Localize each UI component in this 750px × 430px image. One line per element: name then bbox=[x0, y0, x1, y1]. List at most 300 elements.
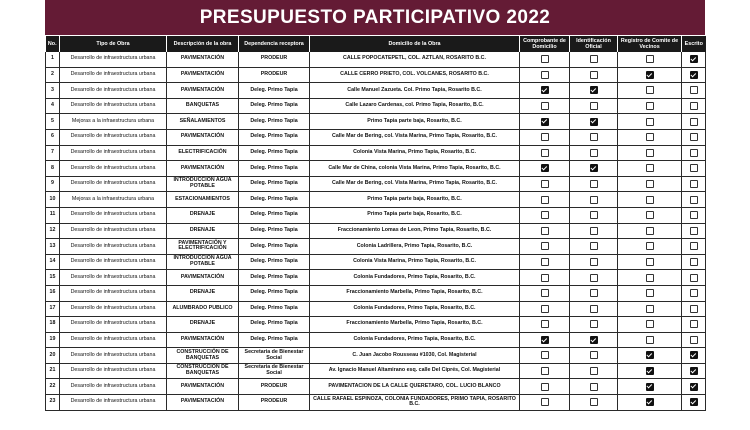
row-number-cell: 13 bbox=[46, 239, 60, 255]
identificacion-cell bbox=[570, 317, 618, 333]
table-row bbox=[46, 114, 706, 130]
registro-cell bbox=[618, 223, 682, 239]
table-row bbox=[46, 317, 706, 333]
tipo-de-obra-cell: Desarrollo de infraestructura urbana bbox=[60, 285, 167, 301]
comprobante-cell bbox=[520, 270, 570, 286]
row-number-cell: 4 bbox=[46, 98, 60, 114]
escrito-checkbox[interactable] bbox=[690, 55, 698, 63]
registro-checkbox[interactable] bbox=[646, 133, 654, 141]
identificacion-cell bbox=[570, 363, 618, 379]
projects-table bbox=[45, 36, 706, 411]
escrito-checkbox[interactable] bbox=[690, 180, 698, 188]
registro-cell bbox=[618, 363, 682, 379]
descripcion-cell: PAVIMENTACIÓN bbox=[167, 395, 239, 411]
dependencia-cell: Deleg. Primo Tapia bbox=[239, 114, 310, 130]
dependencia-cell: Deleg. Primo Tapia bbox=[239, 254, 310, 270]
registro-cell bbox=[618, 395, 682, 411]
identificacion-checkbox[interactable] bbox=[590, 336, 598, 344]
escrito-cell bbox=[682, 52, 706, 67]
registro-checkbox[interactable] bbox=[646, 118, 654, 126]
row-number-cell: 22 bbox=[46, 379, 60, 395]
descripcion-cell: DRENAJE bbox=[167, 317, 239, 333]
table-row bbox=[46, 285, 706, 301]
dependencia-cell: Deleg. Primo Tapia bbox=[239, 270, 310, 286]
domicilio-cell: Primo Tapia parte baja, Rosarito, B.C. bbox=[310, 192, 520, 208]
comprobante-checkbox[interactable] bbox=[541, 351, 549, 359]
tipo-de-obra-cell: Desarrollo de infraestructura urbana bbox=[60, 98, 167, 114]
domicilio-cell: Primo Tapia parte baja, Rosarito, B.C. bbox=[310, 207, 520, 223]
tipo-de-obra-cell: Desarrollo de infraestructura urbana bbox=[60, 254, 167, 270]
dependencia-cell: PRODEUR bbox=[239, 395, 310, 411]
identificacion-checkbox[interactable] bbox=[590, 149, 598, 157]
registro-cell bbox=[618, 379, 682, 395]
registro-checkbox[interactable] bbox=[646, 351, 654, 359]
row-number-cell: 20 bbox=[46, 348, 60, 364]
identificacion-cell bbox=[570, 83, 618, 99]
registro-cell bbox=[618, 348, 682, 364]
escrito-cell bbox=[682, 363, 706, 379]
identificacion-checkbox[interactable] bbox=[590, 258, 598, 266]
registro-checkbox[interactable] bbox=[646, 383, 654, 391]
table-row bbox=[46, 129, 706, 145]
table-row bbox=[46, 395, 706, 411]
identificacion-checkbox[interactable] bbox=[590, 289, 598, 297]
comprobante-checkbox[interactable] bbox=[541, 164, 549, 172]
dependencia-cell: Deleg. Primo Tapia bbox=[239, 176, 310, 192]
descripcion-cell: PAVIMENTACIÓN bbox=[167, 67, 239, 83]
escrito-cell bbox=[682, 395, 706, 411]
comprobante-checkbox[interactable] bbox=[541, 274, 549, 282]
tipo-de-obra-cell: Desarrollo de infraestructura urbana bbox=[60, 207, 167, 223]
registro-cell bbox=[618, 192, 682, 208]
comprobante-checkbox[interactable] bbox=[541, 118, 549, 126]
dependencia-cell: Deleg. Primo Tapia bbox=[239, 301, 310, 317]
domicilio-cell: Fraccionamiento Marbella, Primo Tapia, Rosarito, B.C. bbox=[310, 317, 520, 333]
escrito-checkbox[interactable] bbox=[690, 242, 698, 250]
domicilio-cell: Fraccionamiento Marbella, Primo Tapia, Rosarito, B.C. bbox=[310, 285, 520, 301]
descripcion-cell: ESTACIONAMIENTOS bbox=[167, 192, 239, 208]
escrito-checkbox[interactable] bbox=[690, 227, 698, 235]
registro-cell bbox=[618, 145, 682, 161]
registro-checkbox[interactable] bbox=[646, 367, 654, 375]
domicilio-cell: PAVIMENTACION DE LA CALLE QUERETARO, COL. LUCIO BLANCO bbox=[310, 379, 520, 395]
row-number-cell: 12 bbox=[46, 223, 60, 239]
identificacion-cell bbox=[570, 285, 618, 301]
escrito-cell bbox=[682, 301, 706, 317]
descripcion-cell: PAVIMENTACIÓN Y ELECTRIFICACIÓN bbox=[167, 239, 239, 255]
identificacion-checkbox[interactable] bbox=[590, 196, 598, 204]
comprobante-cell bbox=[520, 254, 570, 270]
tipo-de-obra-cell: Desarrollo de infraestructura urbana bbox=[60, 52, 167, 67]
comprobante-checkbox[interactable] bbox=[541, 180, 549, 188]
escrito-cell bbox=[682, 223, 706, 239]
row-number-cell: 15 bbox=[46, 270, 60, 286]
identificacion-checkbox[interactable] bbox=[590, 242, 598, 250]
escrito-cell bbox=[682, 239, 706, 255]
identificacion-checkbox[interactable] bbox=[590, 383, 598, 391]
header-no: No. bbox=[46, 36, 60, 52]
dependencia-cell: Secretaria de Bienestar Social bbox=[239, 363, 310, 379]
table-row bbox=[46, 192, 706, 208]
comprobante-checkbox[interactable] bbox=[541, 242, 549, 250]
escrito-checkbox[interactable] bbox=[690, 258, 698, 266]
escrito-checkbox[interactable] bbox=[690, 367, 698, 375]
dependencia-cell: Deleg. Primo Tapia bbox=[239, 145, 310, 161]
escrito-cell bbox=[682, 129, 706, 145]
identificacion-checkbox[interactable] bbox=[590, 398, 598, 406]
title-banner bbox=[45, 0, 705, 35]
escrito-cell bbox=[682, 161, 706, 177]
domicilio-cell: Fraccionamiento Lomas de Leon, Primo Tapia, Rosarito, B.C. bbox=[310, 223, 520, 239]
identificacion-checkbox[interactable] bbox=[590, 133, 598, 141]
comprobante-checkbox[interactable] bbox=[541, 86, 549, 94]
comprobante-cell bbox=[520, 176, 570, 192]
registro-cell bbox=[618, 239, 682, 255]
comprobante-cell bbox=[520, 129, 570, 145]
row-number-cell: 23 bbox=[46, 395, 60, 411]
registro-checkbox[interactable] bbox=[646, 196, 654, 204]
tipo-de-obra-cell: Desarrollo de infraestructura urbana bbox=[60, 67, 167, 83]
descripcion-cell: ALUMBRADO PUBLICO bbox=[167, 301, 239, 317]
header-row bbox=[46, 36, 706, 52]
escrito-checkbox[interactable] bbox=[690, 383, 698, 391]
comprobante-checkbox[interactable] bbox=[541, 258, 549, 266]
domicilio-cell: Colonia Fundadores, Primo Tapia, Rosarito, B.C. bbox=[310, 270, 520, 286]
escrito-checkbox[interactable] bbox=[690, 274, 698, 282]
identificacion-checkbox[interactable] bbox=[590, 164, 598, 172]
registro-cell bbox=[618, 98, 682, 114]
comprobante-cell bbox=[520, 301, 570, 317]
header-dependencia: Dependencia receptora bbox=[239, 36, 310, 52]
domicilio-cell: Av. Ignacio Manuel Altamirano esq. calle Del Ciprés, Col. Magisterial bbox=[310, 363, 520, 379]
dependencia-cell: PRODEUR bbox=[239, 67, 310, 83]
escrito-checkbox[interactable] bbox=[690, 71, 698, 79]
escrito-checkbox[interactable] bbox=[690, 86, 698, 94]
registro-checkbox[interactable] bbox=[646, 211, 654, 219]
comprobante-checkbox[interactable] bbox=[541, 320, 549, 328]
row-number-cell: 7 bbox=[46, 145, 60, 161]
table-row bbox=[46, 254, 706, 270]
tipo-de-obra-cell: Desarrollo de infraestructura urbana bbox=[60, 239, 167, 255]
domicilio-cell: Colonia Fundadores, Primo Tapia, Rosarito, B.C. bbox=[310, 301, 520, 317]
identificacion-cell bbox=[570, 129, 618, 145]
dependencia-cell: Deleg. Primo Tapia bbox=[239, 239, 310, 255]
identificacion-cell bbox=[570, 207, 618, 223]
comprobante-checkbox[interactable] bbox=[541, 383, 549, 391]
registro-checkbox[interactable] bbox=[646, 258, 654, 266]
page-title: PRESUPUESTO PARTICIPATIVO 2022 bbox=[199, 6, 551, 28]
identificacion-cell bbox=[570, 395, 618, 411]
descripcion-cell: PAVIMENTACIÓN bbox=[167, 332, 239, 348]
registro-checkbox[interactable] bbox=[646, 149, 654, 157]
identificacion-cell bbox=[570, 192, 618, 208]
identificacion-cell bbox=[570, 301, 618, 317]
table-row bbox=[46, 332, 706, 348]
identificacion-checkbox[interactable] bbox=[590, 118, 598, 126]
identificacion-cell bbox=[570, 270, 618, 286]
identificacion-cell bbox=[570, 98, 618, 114]
escrito-checkbox[interactable] bbox=[690, 149, 698, 157]
escrito-cell bbox=[682, 332, 706, 348]
escrito-cell bbox=[682, 67, 706, 83]
comprobante-checkbox[interactable] bbox=[541, 289, 549, 297]
identificacion-cell bbox=[570, 161, 618, 177]
registro-cell bbox=[618, 207, 682, 223]
escrito-cell bbox=[682, 176, 706, 192]
domicilio-cell: CALLE CERRO PRIETO, COL. VOLCANES, ROSARITO B.C. bbox=[310, 67, 520, 83]
escrito-checkbox[interactable] bbox=[690, 289, 698, 297]
escrito-cell bbox=[682, 348, 706, 364]
identificacion-checkbox[interactable] bbox=[590, 305, 598, 313]
table-row bbox=[46, 145, 706, 161]
header-registro: Registro de Comite de Vecinos bbox=[618, 36, 682, 52]
row-number-cell: 9 bbox=[46, 176, 60, 192]
registro-checkbox[interactable] bbox=[646, 320, 654, 328]
identificacion-cell bbox=[570, 176, 618, 192]
escrito-checkbox[interactable] bbox=[690, 305, 698, 313]
registro-cell bbox=[618, 83, 682, 99]
row-number-cell: 17 bbox=[46, 301, 60, 317]
descripcion-cell: PAVIMENTACIÓN bbox=[167, 270, 239, 286]
comprobante-checkbox[interactable] bbox=[541, 102, 549, 110]
descripcion-cell: INTRODUCCIÓN AGUA POTABLE bbox=[167, 176, 239, 192]
descripcion-cell: BANQUETAS bbox=[167, 98, 239, 114]
escrito-cell bbox=[682, 254, 706, 270]
table-row bbox=[46, 239, 706, 255]
header-comprobante: Comprobante de Domicilio bbox=[520, 36, 570, 52]
tipo-de-obra-cell: Desarrollo de infraestructura urbana bbox=[60, 83, 167, 99]
dependencia-cell: Deleg. Primo Tapia bbox=[239, 285, 310, 301]
identificacion-cell bbox=[570, 145, 618, 161]
row-number-cell: 6 bbox=[46, 129, 60, 145]
row-number-cell: 19 bbox=[46, 332, 60, 348]
identificacion-cell bbox=[570, 254, 618, 270]
escrito-cell bbox=[682, 83, 706, 99]
escrito-checkbox[interactable] bbox=[690, 133, 698, 141]
tipo-de-obra-cell: Desarrollo de infraestructura urbana bbox=[60, 363, 167, 379]
identificacion-checkbox[interactable] bbox=[590, 274, 598, 282]
registro-checkbox[interactable] bbox=[646, 55, 654, 63]
identificacion-checkbox[interactable] bbox=[590, 227, 598, 235]
escrito-checkbox[interactable] bbox=[690, 351, 698, 359]
domicilio-cell: CALLE POPOCATEPETL, COL. AZTLAN, ROSARITO B.C. bbox=[310, 52, 520, 67]
row-number-cell: 11 bbox=[46, 207, 60, 223]
escrito-cell bbox=[682, 207, 706, 223]
descripcion-cell: PAVIMENTACIÓN bbox=[167, 52, 239, 67]
comprobante-checkbox[interactable] bbox=[541, 305, 549, 313]
descripcion-cell: SEÑALAMIENTOS bbox=[167, 114, 239, 130]
registro-cell bbox=[618, 285, 682, 301]
domicilio-cell: Colonia Vista Marina, Primo Tapia, Rosarito, B.C. bbox=[310, 145, 520, 161]
comprobante-checkbox[interactable] bbox=[541, 398, 549, 406]
registro-cell bbox=[618, 301, 682, 317]
registro-cell bbox=[618, 114, 682, 130]
registro-cell bbox=[618, 67, 682, 83]
row-number-cell: 5 bbox=[46, 114, 60, 130]
escrito-cell bbox=[682, 270, 706, 286]
table-row bbox=[46, 52, 706, 67]
row-number-cell: 1 bbox=[46, 52, 60, 67]
domicilio-cell: CALLE RAFAEL ESPINOZA, COLONIA FUNDADORES, PRIMO TAPIA, ROSARITO B.C. bbox=[310, 395, 520, 411]
comprobante-cell bbox=[520, 379, 570, 395]
comprobante-checkbox[interactable] bbox=[541, 149, 549, 157]
escrito-checkbox[interactable] bbox=[690, 102, 698, 110]
domicilio-cell: Primo Tapia parte baja, Rosarito, B.C. bbox=[310, 114, 520, 130]
identificacion-cell bbox=[570, 332, 618, 348]
tipo-de-obra-cell: Desarrollo de infraestructura urbana bbox=[60, 145, 167, 161]
descripcion-cell: PAVIMENTACIÓN bbox=[167, 379, 239, 395]
table-row bbox=[46, 301, 706, 317]
identificacion-checkbox[interactable] bbox=[590, 86, 598, 94]
registro-checkbox[interactable] bbox=[646, 242, 654, 250]
row-number-cell: 8 bbox=[46, 161, 60, 177]
dependencia-cell: PRODEUR bbox=[239, 52, 310, 67]
comprobante-cell bbox=[520, 395, 570, 411]
domicilio-cell: Calle Mar de Bering, col. Vista Marina, Primo Tapia, Rosarito, B.C. bbox=[310, 129, 520, 145]
tipo-de-obra-cell: Desarrollo de infraestructura urbana bbox=[60, 317, 167, 333]
identificacion-checkbox[interactable] bbox=[590, 180, 598, 188]
row-number-cell: 14 bbox=[46, 254, 60, 270]
descripcion-cell: PAVIMENTACIÓN bbox=[167, 83, 239, 99]
descripcion-cell: PAVIMENTACIÓN bbox=[167, 129, 239, 145]
escrito-cell bbox=[682, 285, 706, 301]
registro-cell bbox=[618, 52, 682, 67]
escrito-checkbox[interactable] bbox=[690, 320, 698, 328]
escrito-checkbox[interactable] bbox=[690, 398, 698, 406]
comprobante-cell bbox=[520, 145, 570, 161]
escrito-checkbox[interactable] bbox=[690, 118, 698, 126]
table-row bbox=[46, 161, 706, 177]
registro-checkbox[interactable] bbox=[646, 102, 654, 110]
tipo-de-obra-cell: Desarrollo de infraestructura urbana bbox=[60, 161, 167, 177]
identificacion-cell bbox=[570, 348, 618, 364]
identificacion-checkbox[interactable] bbox=[590, 351, 598, 359]
comprobante-checkbox[interactable] bbox=[541, 71, 549, 79]
tipo-de-obra-cell: Desarrollo de infraestructura urbana bbox=[60, 223, 167, 239]
comprobante-checkbox[interactable] bbox=[541, 227, 549, 235]
comprobante-cell bbox=[520, 317, 570, 333]
dependencia-cell: Deleg. Primo Tapia bbox=[239, 207, 310, 223]
domicilio-cell: Calle Lazaro Cardenas, col. Primo Tapia, Rosarito, B.C. bbox=[310, 98, 520, 114]
registro-checkbox[interactable] bbox=[646, 164, 654, 172]
row-number-cell: 10 bbox=[46, 192, 60, 208]
comprobante-checkbox[interactable] bbox=[541, 336, 549, 344]
dependencia-cell: Deleg. Primo Tapia bbox=[239, 98, 310, 114]
tipo-de-obra-cell: Desarrollo de infraestructura urbana bbox=[60, 348, 167, 364]
registro-cell bbox=[618, 317, 682, 333]
registro-checkbox[interactable] bbox=[646, 86, 654, 94]
identificacion-checkbox[interactable] bbox=[590, 102, 598, 110]
comprobante-cell bbox=[520, 348, 570, 364]
header-descripcion: Descripción de la obra bbox=[167, 36, 239, 52]
registro-checkbox[interactable] bbox=[646, 305, 654, 313]
descripcion-cell: DRENAJE bbox=[167, 207, 239, 223]
table-row bbox=[46, 363, 706, 379]
dependencia-cell: Deleg. Primo Tapia bbox=[239, 223, 310, 239]
escrito-checkbox[interactable] bbox=[690, 196, 698, 204]
comprobante-cell bbox=[520, 161, 570, 177]
registro-checkbox[interactable] bbox=[646, 336, 654, 344]
dependencia-cell: Secretaria de Bienestar Social bbox=[239, 348, 310, 364]
comprobante-cell bbox=[520, 114, 570, 130]
registro-checkbox[interactable] bbox=[646, 71, 654, 79]
dependencia-cell: Deleg. Primo Tapia bbox=[239, 317, 310, 333]
comprobante-cell bbox=[520, 363, 570, 379]
comprobante-checkbox[interactable] bbox=[541, 133, 549, 141]
tipo-de-obra-cell: Desarrollo de infraestructura urbana bbox=[60, 332, 167, 348]
row-number-cell: 18 bbox=[46, 317, 60, 333]
identificacion-cell bbox=[570, 67, 618, 83]
header-domicilio: Domicilio de la Obra bbox=[310, 36, 520, 52]
dependencia-cell: Deleg. Primo Tapia bbox=[239, 129, 310, 145]
escrito-cell bbox=[682, 98, 706, 114]
row-number-cell: 16 bbox=[46, 285, 60, 301]
identificacion-checkbox[interactable] bbox=[590, 55, 598, 63]
identificacion-checkbox[interactable] bbox=[590, 367, 598, 375]
comprobante-cell bbox=[520, 98, 570, 114]
registro-checkbox[interactable] bbox=[646, 227, 654, 235]
comprobante-checkbox[interactable] bbox=[541, 196, 549, 204]
table-row bbox=[46, 67, 706, 83]
table-row bbox=[46, 270, 706, 286]
comprobante-cell bbox=[520, 207, 570, 223]
registro-checkbox[interactable] bbox=[646, 289, 654, 297]
identificacion-cell bbox=[570, 239, 618, 255]
descripcion-cell: PAVIMENTACIÓN bbox=[167, 161, 239, 177]
domicilio-cell: Colonia Ladrillera, Primo Tapia, Rosarito, B.C. bbox=[310, 239, 520, 255]
escrito-checkbox[interactable] bbox=[690, 164, 698, 172]
registro-cell bbox=[618, 270, 682, 286]
registro-checkbox[interactable] bbox=[646, 274, 654, 282]
registro-checkbox[interactable] bbox=[646, 180, 654, 188]
escrito-cell bbox=[682, 145, 706, 161]
comprobante-cell bbox=[520, 52, 570, 67]
comprobante-checkbox[interactable] bbox=[541, 211, 549, 219]
dependencia-cell: Deleg. Primo Tapia bbox=[239, 192, 310, 208]
identificacion-cell bbox=[570, 114, 618, 130]
descripcion-cell: CONSTRUCCIÓN DE BANQUETAS bbox=[167, 363, 239, 379]
row-number-cell: 3 bbox=[46, 83, 60, 99]
identificacion-checkbox[interactable] bbox=[590, 71, 598, 79]
escrito-cell bbox=[682, 114, 706, 130]
dependencia-cell: Deleg. Primo Tapia bbox=[239, 161, 310, 177]
registro-cell bbox=[618, 254, 682, 270]
identificacion-cell bbox=[570, 379, 618, 395]
descripcion-cell: DRENAJE bbox=[167, 285, 239, 301]
domicilio-cell: Colonia Vista Marina, Primo Tapia, Rosarito, B.C. bbox=[310, 254, 520, 270]
comprobante-cell bbox=[520, 83, 570, 99]
domicilio-cell: Calle Mar de Bering, col. Vista Marina, Primo Tapia, Rosarito, B.C. bbox=[310, 176, 520, 192]
registro-checkbox[interactable] bbox=[646, 398, 654, 406]
comprobante-checkbox[interactable] bbox=[541, 367, 549, 375]
tipo-de-obra-cell: Desarrollo de infraestructura urbana bbox=[60, 129, 167, 145]
domicilio-cell: C. Juan Jacobo Rousseau #1030, Col. Magisterial bbox=[310, 348, 520, 364]
identificacion-checkbox[interactable] bbox=[590, 211, 598, 219]
tipo-de-obra-cell: Desarrollo de infraestructura urbana bbox=[60, 395, 167, 411]
tipo-de-obra-cell: Desarrollo de infraestructura urbana bbox=[60, 379, 167, 395]
comprobante-checkbox[interactable] bbox=[541, 55, 549, 63]
escrito-cell bbox=[682, 317, 706, 333]
escrito-checkbox[interactable] bbox=[690, 336, 698, 344]
comprobante-cell bbox=[520, 67, 570, 83]
header-identificacion: Identificación Oficial bbox=[570, 36, 618, 52]
row-number-cell: 21 bbox=[46, 363, 60, 379]
escrito-checkbox[interactable] bbox=[690, 211, 698, 219]
descripcion-cell: INTRODUCCIÓN AGUA POTABLE bbox=[167, 254, 239, 270]
descripcion-cell: ELECTRIFICACIÓN bbox=[167, 145, 239, 161]
row-number-cell: 2 bbox=[46, 67, 60, 83]
identificacion-checkbox[interactable] bbox=[590, 320, 598, 328]
